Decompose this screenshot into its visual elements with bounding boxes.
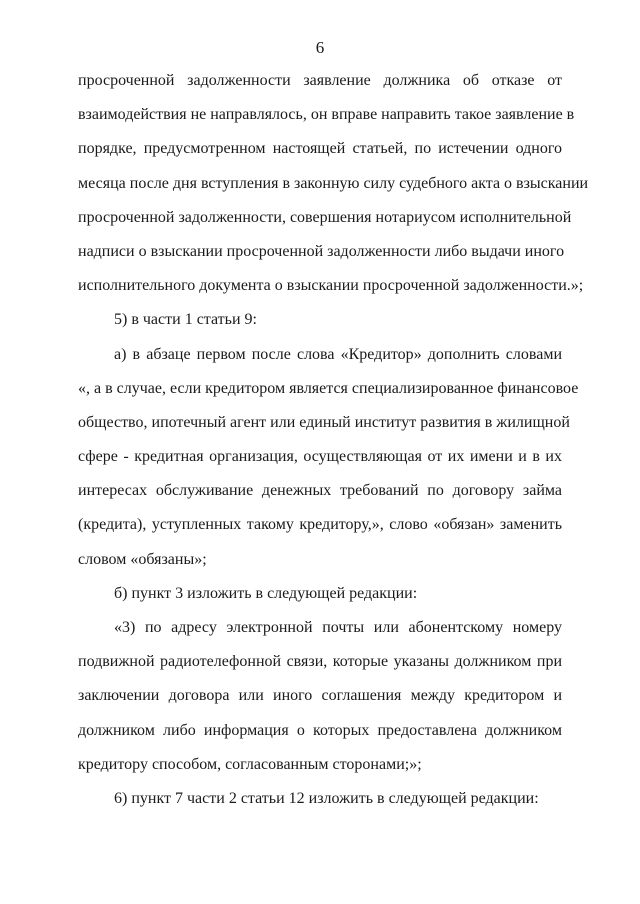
text-line: интересах обслуживание денежных требований по договору займа [78, 482, 562, 500]
text-line: «, а в случае, если кредитором является специализированное финансовое [78, 379, 579, 397]
document-body [78, 64, 589, 816]
text-line: надписи о взыскании просроченной задолженности либо выдачи иного [78, 242, 565, 260]
text-line: порядке, предусмотренном настоящей статьей, по истечении одного [78, 140, 562, 158]
text-line: а) в абзаце первом после слова «Кредитор» дополнить словами [114, 345, 562, 363]
text-line: общество, ипотечный агент или единый институт развития в жилищной [78, 413, 570, 431]
text-line: 6) пункт 7 части 2 статьи 12 изложить в следующей редакции: [114, 789, 539, 807]
text-line: должником либо информация о которых предоставлена должником [78, 721, 562, 739]
text-line: кредитору способом, согласованным сторонами;»; [78, 755, 422, 773]
text-line: просроченной задолженности, совершения нотариусом исполнительной [78, 208, 572, 226]
text-line: (кредита), уступленных такому кредитору,», слово «обязан» заменить [78, 516, 562, 534]
text-line: заключении договора или иного соглашения между кредитором и [78, 687, 562, 705]
text-line: сфере - кредитная организация, осуществляющая от их имени и в их [78, 448, 562, 466]
text-line: 5) в части 1 статьи 9: [114, 311, 257, 329]
text-line: месяца после дня вступления в законную силу судебного акта о взыскании [78, 174, 589, 192]
text-line: словом «обязаны»; [78, 550, 207, 568]
text-line: исполнительного документа о взыскании просроченной задолженности.»; [78, 277, 584, 295]
page-number: 6 [315, 38, 325, 57]
text-line: «3) по адресу электронной почты или абонентскому номеру [114, 619, 562, 636]
text-line: б) пункт 3 изложить в следующей редакции: [114, 584, 418, 602]
text-line: взаимодействия не направлялось, он вправе направить такое заявление в [78, 106, 575, 124]
text-line: просроченной задолженности заявление должника об отказе от [78, 72, 562, 89]
text-line: подвижной радиотелефонной связи, которые указаны должником при [78, 653, 562, 671]
